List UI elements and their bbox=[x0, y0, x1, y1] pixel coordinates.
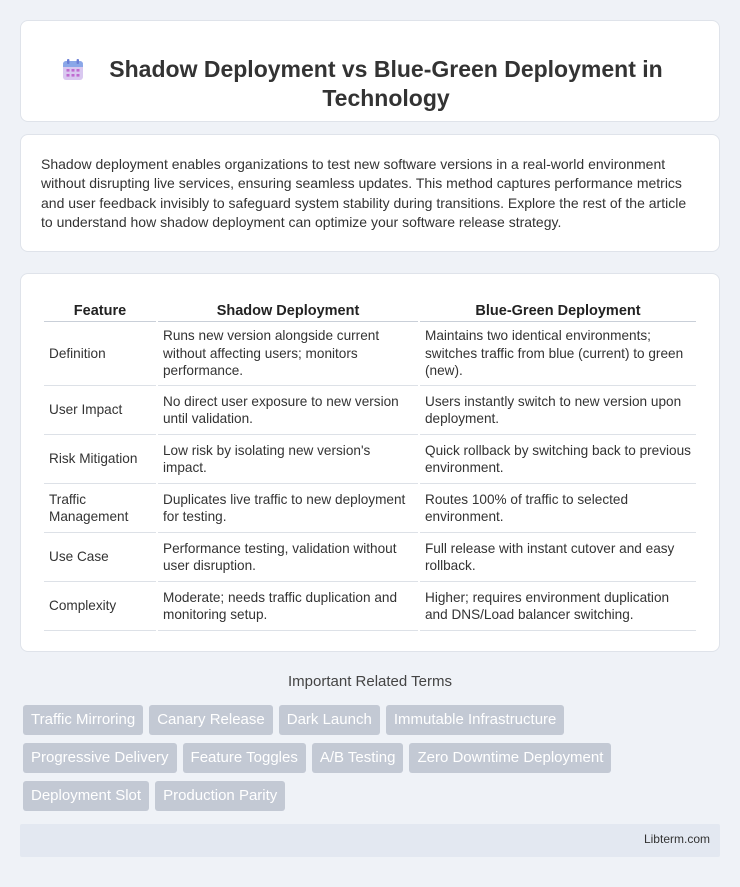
comparison-table bbox=[42, 294, 698, 631]
term-tag[interactable]: Immutable Infrastructure bbox=[386, 705, 565, 735]
term-tag[interactable]: Production Parity bbox=[155, 781, 285, 811]
related-terms-heading: Important Related Terms bbox=[288, 673, 452, 690]
header-blue-green-deployment: Blue-Green Deployment bbox=[420, 294, 696, 322]
term-tag[interactable]: Dark Launch bbox=[279, 705, 380, 735]
page-title: Shadow Deployment vs Blue-Green Deployment in Technology bbox=[109, 55, 663, 111]
term-tag[interactable]: Progressive Delivery bbox=[23, 743, 177, 773]
term-tag[interactable]: Traffic Mirroring bbox=[23, 705, 143, 735]
row-shadow-cell: No direct user exposure to new version until validation. bbox=[158, 386, 418, 435]
row-feature-cell: User Impact bbox=[44, 386, 156, 435]
row-shadow-cell: Duplicates live traffic to new deployment for testing. bbox=[158, 484, 418, 533]
row-feature-cell: Definition bbox=[44, 322, 156, 386]
row-feature-cell: Use Case bbox=[44, 533, 156, 582]
table-row bbox=[44, 386, 696, 435]
row-blue-green-cell: Quick rollback by switching back to previous environment. bbox=[420, 435, 696, 484]
row-feature-cell: Risk Mitigation bbox=[44, 435, 156, 484]
row-shadow-cell: Low risk by isolating new version's impact. bbox=[158, 435, 418, 484]
term-tag[interactable]: Feature Toggles bbox=[183, 743, 306, 773]
calendar-icon bbox=[60, 57, 86, 83]
comparison-card bbox=[20, 273, 720, 652]
row-blue-green-cell: Users instantly switch to new version upon deployment. bbox=[420, 386, 696, 435]
term-tag[interactable]: Deployment Slot bbox=[23, 781, 149, 811]
table-header-row bbox=[44, 294, 696, 322]
row-blue-green-cell: Maintains two identical environments; switches traffic from blue (current) to green (new). bbox=[420, 322, 696, 386]
footer-site-link[interactable]: Libterm.com bbox=[643, 832, 710, 846]
row-blue-green-cell: Full release with instant cutover and easy rollback. bbox=[420, 533, 696, 582]
row-feature-cell: Traffic Management bbox=[44, 484, 156, 533]
intro-paragraph: Shadow deployment enables organizations to test new software versions in a real-world environment without disrupting live services, ensuring seamless updates. This method captures performance metrics and user feedback invisibly to safeguard system stability during transitions. Explore the rest of the article to understand how shadow deployment can optimize your software release strategy. bbox=[41, 156, 687, 231]
term-tag[interactable]: A/B Testing bbox=[312, 743, 404, 773]
table-row bbox=[44, 435, 696, 484]
row-shadow-cell: Moderate; needs traffic duplication and monitoring setup. bbox=[158, 582, 418, 631]
footer bbox=[20, 824, 720, 857]
title-wrap bbox=[60, 30, 680, 113]
row-blue-green-cell: Higher; requires environment duplication and DNS/Load balancer switching. bbox=[420, 582, 696, 631]
related-terms-list bbox=[23, 705, 723, 819]
table-row bbox=[44, 533, 696, 582]
table-row bbox=[44, 484, 696, 533]
row-feature-cell: Complexity bbox=[44, 582, 156, 631]
row-blue-green-cell: Routes 100% of traffic to selected environment. bbox=[420, 484, 696, 533]
table-row bbox=[44, 322, 696, 386]
term-tag[interactable]: Canary Release bbox=[149, 705, 273, 735]
header-shadow-deployment: Shadow Deployment bbox=[158, 294, 418, 322]
title-card bbox=[20, 20, 720, 122]
term-tag[interactable]: Zero Downtime Deployment bbox=[409, 743, 611, 773]
table-row bbox=[44, 582, 696, 631]
header-feature: Feature bbox=[44, 294, 156, 322]
row-shadow-cell: Runs new version alongside current without affecting users; monitors performance. bbox=[158, 322, 418, 386]
intro-card bbox=[20, 134, 720, 252]
row-shadow-cell: Performance testing, validation without user disruption. bbox=[158, 533, 418, 582]
